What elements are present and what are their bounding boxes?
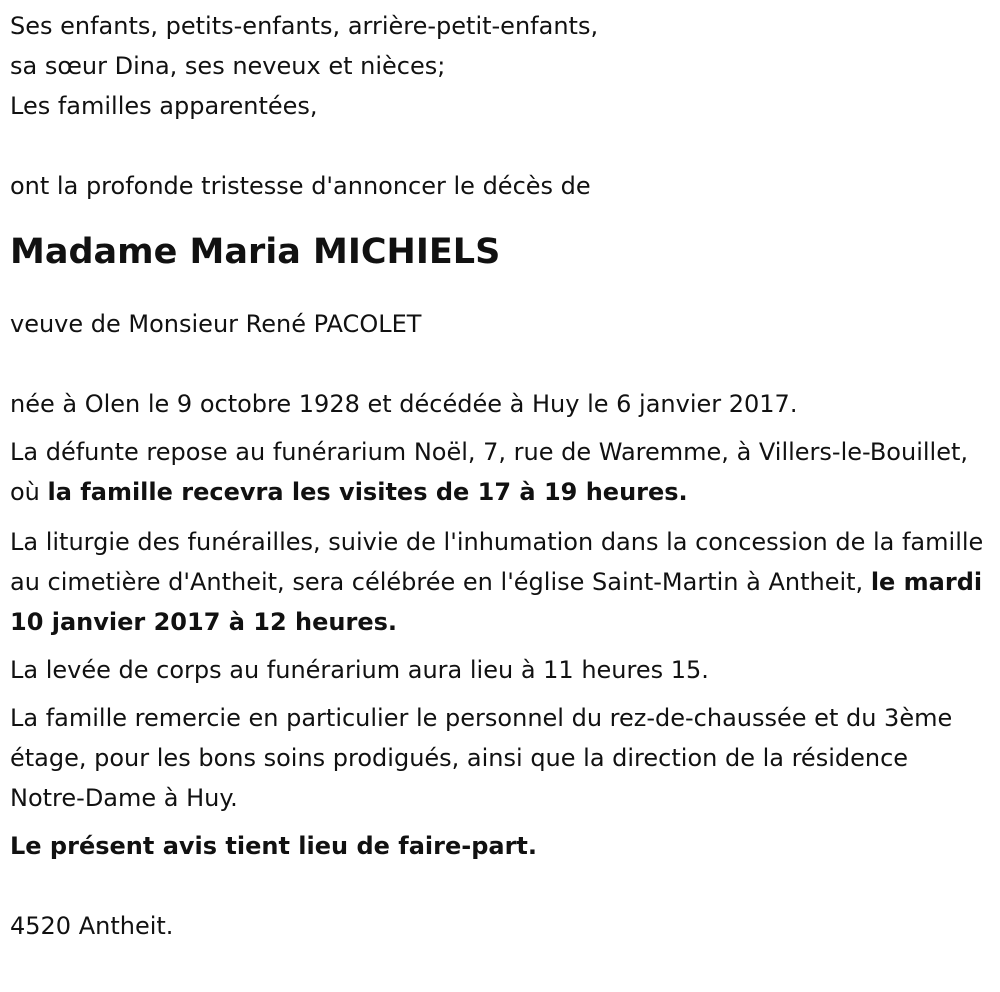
widow-of-text: veuve de Monsieur René PACOLET <box>10 310 422 338</box>
family-line-3: Les familles apparentées, <box>10 92 318 120</box>
repose-text: La défunte repose au funérarium Noël, 7, rue de Waremme, à Villers-le-Bouillet, où <box>10 438 968 506</box>
repose-paragraph <box>10 432 985 512</box>
address-text: 4520 Antheit. <box>10 912 174 940</box>
family-line-1: Ses enfants, petits-enfants, arrière-petit-enfants, <box>10 12 599 40</box>
liturgy-paragraph <box>10 522 985 642</box>
announcement-text: ont la profonde tristesse d'annoncer le décès de <box>10 172 591 200</box>
levee-text: La levée de corps au funérarium aura lieu à 11 heures 15. <box>10 656 709 684</box>
family-line-2: sa sœur Dina, ses neveux et nièces; <box>10 52 446 80</box>
notice-text <box>10 826 985 866</box>
repose-visits-bold: la famille recevra les visites de 17 à 19 heures. <box>47 478 688 506</box>
liturgy-text: La liturgie des funérailles, suivie de l'inhumation dans la concession de la famille au cimetière d'Antheit, sera célébrée en l'église Saint-Martin à Antheit, <box>10 528 984 596</box>
liturgy-date-bold: le mardi 10 janvier 2017 à 12 heures. <box>10 568 983 636</box>
deceased-name: Madame Maria MICHIELS <box>10 232 501 272</box>
birth-death-text: née à Olen le 9 octobre 1928 et décédée à Huy le 6 janvier 2017. <box>10 390 798 418</box>
notice-bold: Le présent avis tient lieu de faire-part. <box>10 832 538 860</box>
thanks-paragraph: La famille remercie en particulier le personnel du rez-de-chaussée et du 3ème étage, pour les bons soins prodigués, ainsi que la direction de la résidence Notre-Dame à Huy. <box>10 704 953 812</box>
obituary-notice <box>10 0 985 946</box>
